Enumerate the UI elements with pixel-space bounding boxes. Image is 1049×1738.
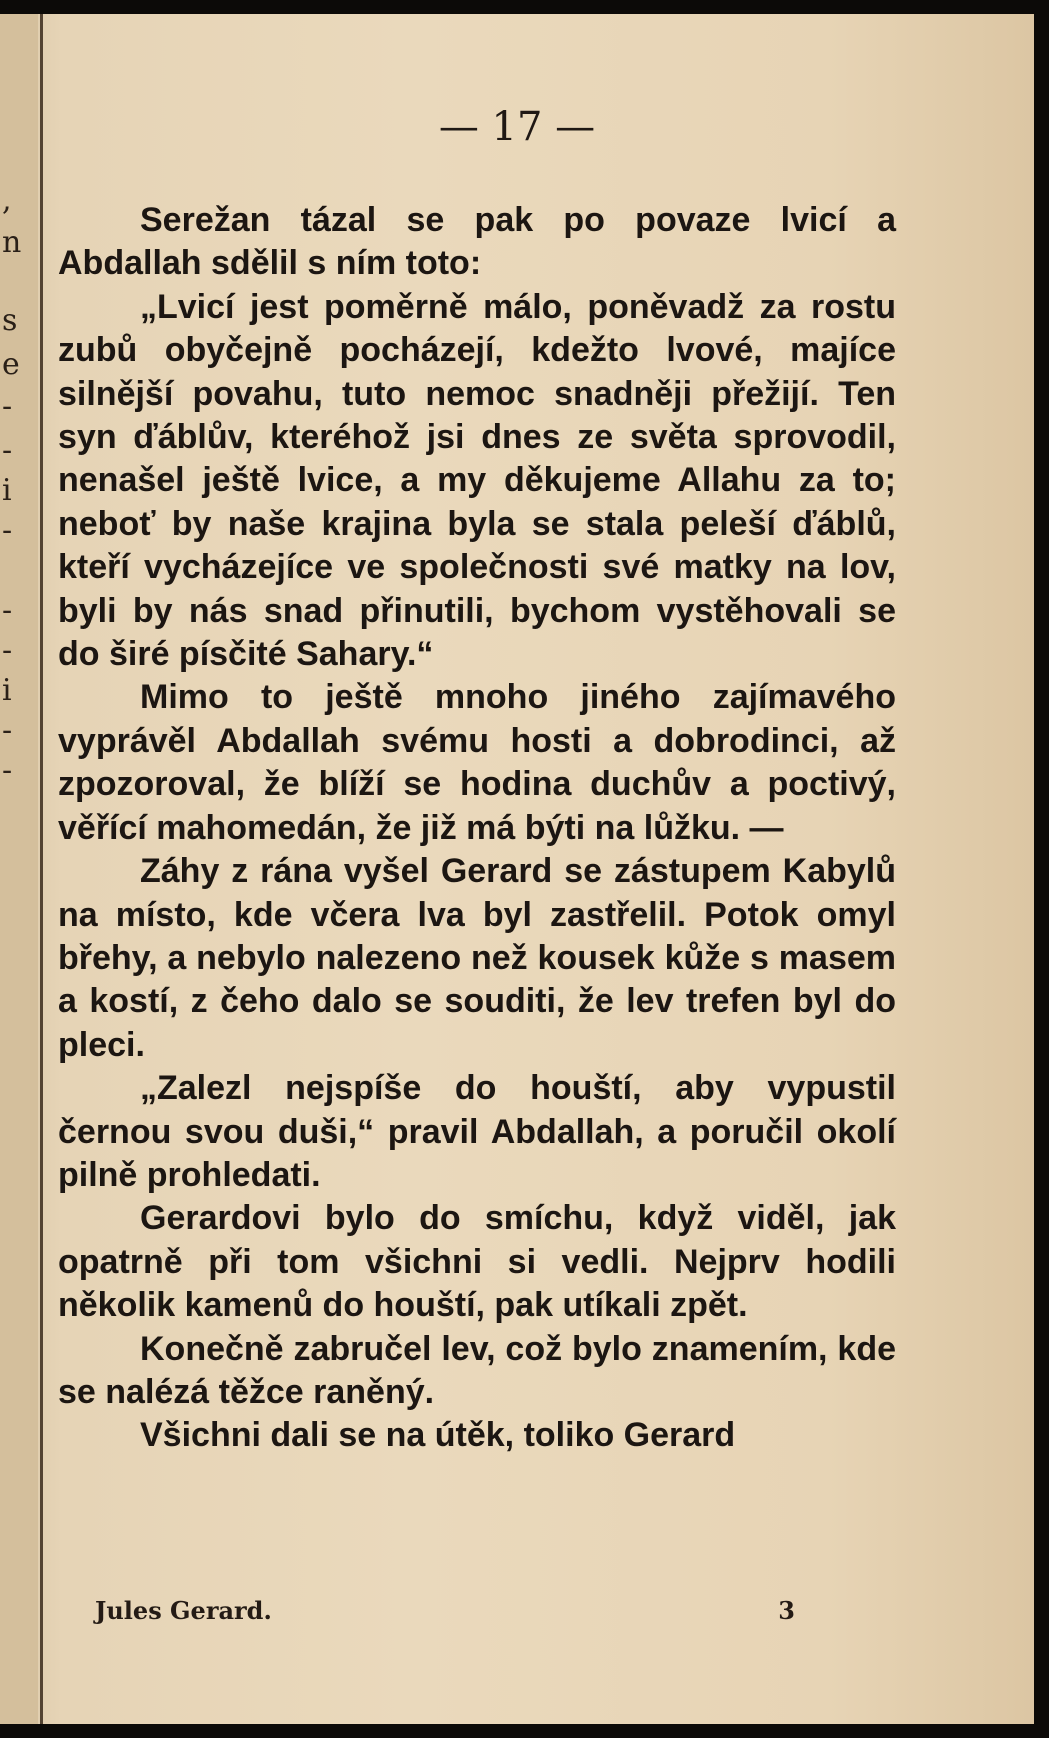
- margin-fragment: -: [2, 513, 13, 548]
- margin-fragment: -: [2, 389, 13, 424]
- page-footer: [95, 1596, 795, 1625]
- paragraph: „Zalezl nejspíše do houští, aby vypustil černou svou duši,“ pravil Abdallah, a poručil okolí pilně prohledati.: [58, 1069, 896, 1194]
- body-text: [58, 199, 896, 1458]
- paragraph: Mimo to ještě mnoho jiného zajímavého vyprávěl Abdallah svému hosti a dobrodinci, až zpozoroval, že blíží se hodina duchův a poctivý, věřící mahomedán, že již má býti na lůžku. —: [58, 678, 896, 847]
- book-page: [0, 14, 1034, 1724]
- margin-fragment: s: [2, 303, 18, 338]
- margin-fragment: -: [2, 713, 13, 748]
- margin-fragment: e: [2, 347, 20, 382]
- paragraph: Všichni dali se na útěk, toliko Gerard: [140, 1416, 736, 1455]
- paragraph: Konečně zabručel lev, což bylo znamením, kde se nalézá těžce raněný.: [58, 1329, 896, 1411]
- paragraph: Gerardovi bylo do smíchu, když viděl, jak opatrně při tom všichni si vedli. Nejprv hodili několik kamenů do houští, pak utíkali zpět.: [58, 1199, 896, 1325]
- margin-fragment: -: [2, 593, 13, 628]
- sheet-mark: 3: [778, 1596, 795, 1625]
- paragraph: „Lvicí jest poměrně málo, poněvadž za rostu zubů obyčejně pocházejí, kdežto lvové, majíce silnější povahu, tuto nemoc snadněji přežijí. Ten syn ďáblův, kteréhož jsi dnes ze světa sprovodil, nenašel ještě lvice, a my děkujeme Allahu za to; neboť by naše krajina byla se stala peleší ďáblů, kteří vycházejíce ve společnosti své matky na lov, byli by nás snad přinutili, bychom vystěhovali se do širé písčité Sahary.“: [58, 287, 896, 674]
- margin-fragment: -: [2, 433, 13, 468]
- paragraph: Záhy z rána vyšel Gerard se zástupem Kabylů na místo, kde včera lva byl zastřelil. Potok omyl břehy, a nebylo nalezeno než kousek kůže s masem a kostí, z čeho dalo se souditi, že lev trefen byl do pleci.: [58, 852, 896, 1064]
- page-spine: [40, 14, 43, 1724]
- page-number-header: — 17 —: [438, 104, 596, 150]
- page-edge-shadow: [1034, 14, 1049, 1724]
- margin-fragment: -: [2, 633, 13, 668]
- margin-fragment: -: [2, 753, 13, 788]
- margin-fragment: n: [2, 225, 22, 260]
- adjacent-page-edge: [0, 14, 38, 1724]
- paragraph: Serežan tázal se pak po povaze lvicí a Abdallah sdělil s ním toto:: [58, 201, 896, 283]
- margin-fragment: i: [2, 673, 12, 708]
- margin-fragment: i: [2, 473, 12, 508]
- margin-fragment: ,: [2, 183, 12, 218]
- footer-signature: Jules Gerard.: [95, 1596, 272, 1625]
